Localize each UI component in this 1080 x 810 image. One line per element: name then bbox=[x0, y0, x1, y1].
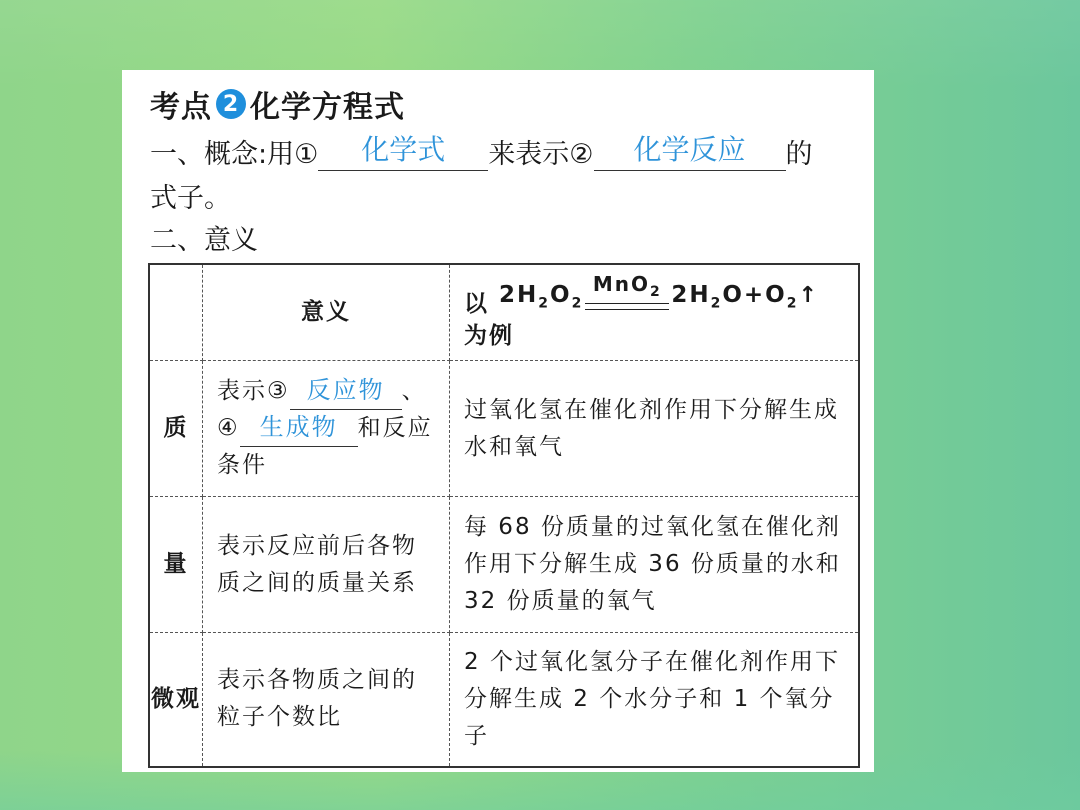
row-label: 质 bbox=[149, 361, 203, 497]
header-empty-cell bbox=[149, 264, 203, 361]
table-header-row bbox=[149, 264, 859, 361]
concept-line bbox=[150, 132, 813, 171]
blank-1 bbox=[318, 133, 488, 171]
blank-2 bbox=[594, 133, 786, 171]
table-row bbox=[149, 497, 859, 633]
table-row bbox=[149, 361, 859, 497]
catalyst-label: MnO$_2$ bbox=[592, 272, 662, 300]
equation-suffix: 为例 bbox=[464, 323, 514, 349]
row-meaning: 表示③ 反应物 、 ④ 生成物 和反应条件 bbox=[203, 361, 450, 497]
row-label: 量 bbox=[149, 497, 203, 633]
answer-2: 化学反应 bbox=[633, 133, 746, 166]
concept-tail: 的 bbox=[785, 139, 813, 170]
row-example: 2 个过氧化氢分子在催化剂作用下分解生成 2 个水分子和 1 个氧分子 bbox=[464, 648, 840, 749]
row-meaning: 表示反应前后各物质之间的质量关系 bbox=[203, 497, 450, 633]
row-example: 过氧化氢在催化剂作用下分解生成水和氧气 bbox=[450, 361, 860, 497]
blank-4 bbox=[240, 414, 358, 447]
equation bbox=[464, 273, 819, 320]
eq-products: $2H_2O+O_2↑$ bbox=[671, 282, 819, 312]
answer-1: 化学式 bbox=[361, 133, 446, 166]
meaning-table bbox=[148, 263, 860, 768]
concept-lead: 一、概念:用① bbox=[150, 139, 319, 170]
gas-arrow-icon: ↑ bbox=[798, 283, 819, 309]
section-2-heading: 二、意义 bbox=[150, 225, 258, 256]
section-title bbox=[150, 84, 405, 124]
equals-line bbox=[585, 303, 669, 310]
equation-prefix: 以 bbox=[464, 291, 489, 317]
title-text: 化学方程式 bbox=[250, 90, 405, 125]
concept-line-2: 式子。 bbox=[150, 183, 231, 214]
answer-4: 生成物 bbox=[259, 413, 338, 441]
header-meaning: 意义 bbox=[203, 264, 450, 361]
catalyst-over-equals bbox=[585, 273, 669, 320]
content-card bbox=[122, 70, 874, 772]
row-example: 每 68 份质量的过氧化氢在催化剂作用下分解生成 36 份质量的水和 32 份质量的氧气 bbox=[450, 497, 860, 633]
blank-3 bbox=[290, 377, 402, 410]
row-label: 微观 bbox=[149, 633, 203, 767]
number-badge: 2 bbox=[216, 89, 246, 119]
table-row bbox=[149, 633, 859, 767]
eq-reactant: $2H_2O_2$ bbox=[499, 282, 584, 312]
row-meaning: 表示各物质之间的粒子个数比 bbox=[203, 633, 450, 767]
answer-3: 反应物 bbox=[306, 376, 385, 404]
title-prefix: 考点 bbox=[150, 90, 212, 125]
concept-mid: 来表示② bbox=[488, 139, 594, 170]
header-example bbox=[450, 264, 860, 361]
